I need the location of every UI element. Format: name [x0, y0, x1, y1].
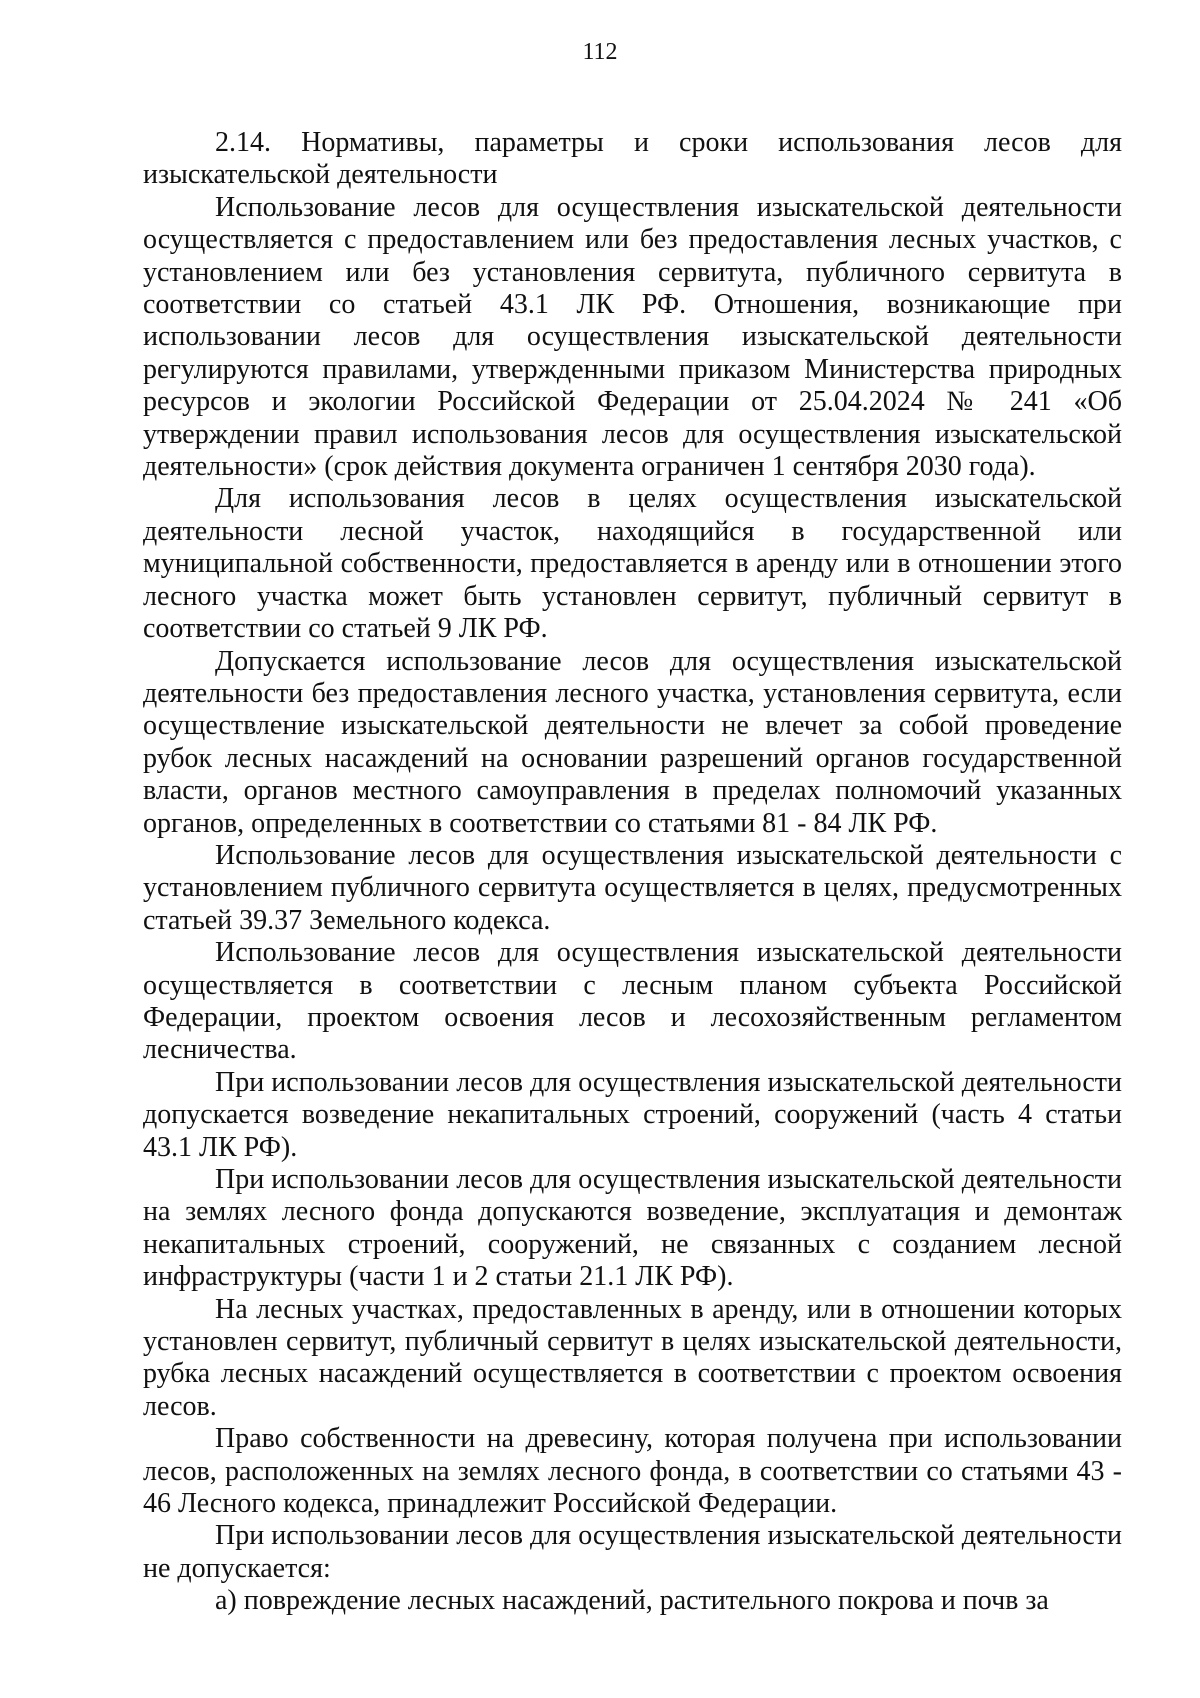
- paragraph-6: При использовании лесов для осуществления изыскательской деятельности допускается возведение некапитальных строений, сооружений (часть 4 статьи 43.1 ЛК РФ).: [143, 1066, 1122, 1163]
- paragraph-5: Использование лесов для осуществления изыскательской деятельности осуществляется в соответствии с лесным планом субъекта Российской Федерации, проектом освоения лесов и лесохозяйственным регламентом лесничества.: [143, 937, 1122, 1066]
- document-body: [143, 127, 1122, 1618]
- paragraph-4: Использование лесов для осуществления изыскательской деятельности с установлением публичного сервитута осуществляется в целях, предусмотренных статьей 39.37 Земельного кодекса.: [143, 839, 1122, 936]
- page-number: 112: [582, 39, 618, 65]
- paragraph-3: Допускается использование лесов для осуществления изыскательской деятельности без предоставления лесного участка, установления сервитута, если осуществление изыскательской деятельности не влечет за собой проведение рубок лесных насаждений на основании разрешений органов государственной власти, органов местного самоуправления в пределах полномочий указанных органов, определенных в соответствии со статьями 81 - 84 ЛК РФ.: [143, 645, 1122, 839]
- paragraph-1: Использование лесов для осуществления изыскательской деятельности осуществляется с предоставлением или без предоставления лесных участков, с установлением или без установления сервитута, публичного сервитута в соответствии со статьей 43.1 ЛК РФ. Отношения, возникающие при использовании лесов для осуществления изыскательской деятельности регулируются правилами, утвержденными приказом Министерства природных ресурсов и экологии Российской Федерации от 25.04.2024 № 241 «Об утверждении правил использования лесов для осуществления изыскательской деятельности» (срок действия документа ограничен 1 сентября 2030 года).: [143, 191, 1122, 483]
- paragraph-7: При использовании лесов для осуществления изыскательской деятельности на землях лесного фонда допускаются возведение, эксплуатация и демонтаж некапитальных строений, сооружений, не связанных с созданием лесной инфраструктуры (части 1 и 2 статьи 21.1 ЛК РФ).: [143, 1164, 1122, 1293]
- list-item-a: а) повреждение лесных насаждений, растительного покрова и почв за: [215, 1585, 1049, 1617]
- section-heading: 2.14. Нормативы, параметры и сроки использования лесов для изыскательской деятельности: [143, 127, 1122, 191]
- paragraph-9: Право собственности на древесину, которая получена при использовании лесов, расположенных на землях лесного фонда, в соответствии со статьями 43 - 46 Лесного кодекса, принадлежит Российской Федерации.: [143, 1423, 1122, 1520]
- paragraph-10: При использовании лесов для осуществления изыскательской деятельности не допускается:: [143, 1520, 1122, 1584]
- paragraph-2: Для использования лесов в целях осуществления изыскательской деятельности лесной участок, находящийся в государственной или муниципальной собственности, предоставляется в аренду или в отношении этого лесного участка может быть установлен сервитут, публичный сервитут в соответствии со статьей 9 ЛК РФ.: [143, 483, 1122, 645]
- paragraph-8: На лесных участках, предоставленных в аренду, или в отношении которых установлен сервитут, публичный сервитут в целях изыскательской деятельности, рубка лесных насаждений осуществляется в соответствии с проектом освоения лесов.: [143, 1293, 1122, 1422]
